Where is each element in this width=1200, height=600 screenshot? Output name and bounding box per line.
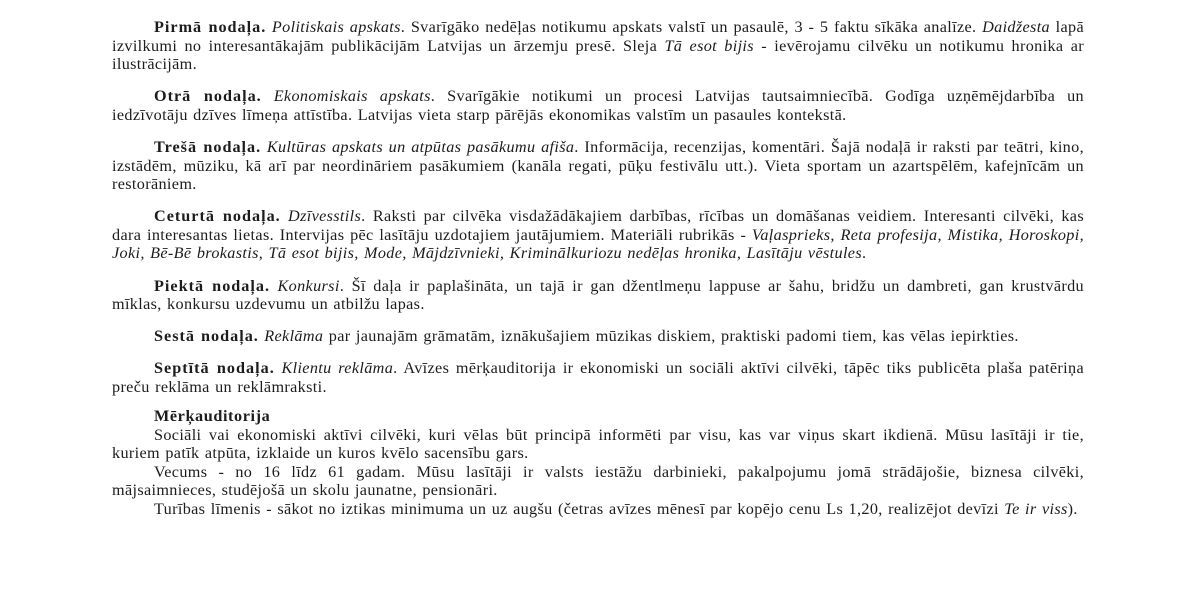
section-7 (112, 359, 1084, 396)
section-6 (112, 327, 1084, 346)
section-text: lapā izvilkumi no interesantākajām publikācijām Latvijas un ārzemju presē. Sleja (112, 18, 1085, 55)
section-heading: Piektā nodaļa. (154, 276, 271, 295)
section-text: - ievērojamu cilvēku un notikumu hronika ar ilustrācijām. (112, 36, 1085, 74)
section-heading: Ceturtā nodaļa. (154, 207, 281, 226)
audience-title: Mērķauditorija (154, 407, 271, 425)
section-subtitle: Reklāma (264, 327, 324, 346)
section-subtitle: Dzīvesstils (288, 207, 362, 226)
section-1 (112, 18, 1084, 74)
section-subtitle: Kultūras apskats un atpūtas pasākumu afiša (266, 137, 575, 156)
audience-income-text: Turības līmenis - sākot no iztikas minimuma un uz augšu (četras avīzes mēnesī par kopējo cenu Ls 1,20, realizējot devīzi (154, 499, 1005, 518)
section-text: . Raksti par cilvēka visdažādākajiem darbības, rīcības un domāšanas veidiem. Interesanti cilvēki, kas dara interesantas lietas. Intervijas pēc lasītāju uzdotajiem jautājumiem. Materiāli rubrikās - (112, 207, 1084, 244)
motto: Te ir viss (1004, 499, 1068, 518)
section-text: . Šī daļa ir paplašināta, un tajā ir gan džentlmeņu lappuse ar šahu, bridžu un dambreti, gan krustvārdu mīklas, konkursu uzdevumu un atbilžu lapas. (112, 276, 1084, 314)
section-subtitle: Ekonomiskais apskats (273, 87, 431, 106)
digest-term: Daidžesta (982, 18, 1050, 36)
audience-paragraph-1: Sociāli vai ekonomiski aktīvi cilvēki, kuri vēlas būt principā informēti par visu, kas var viņus skart ikdienā. Mūsu lasītāji ir tie, kuriem patīk atpūta, izklaide un kuros kvēlo sacensību gars. (112, 425, 1084, 463)
audience-paragraph-3 (112, 500, 1084, 519)
audience-paragraph-2: Vecums - no 16 līdz 61 gadam. Mūsu lasītāji ir valsts iestāžu darbinieki, pakalpojumu jomā strādājošie, biznesa cilvēki, mājsaimnieces, studējošā un skolu jaunatne, pensionāri. (112, 462, 1084, 500)
column-name: Tā esot bijis (664, 36, 754, 55)
section-text: par jaunajām grāmatām, iznākušajiem mūzikas diskiem, praktiski padomi tiem, kas vēlas iepirkties. (323, 327, 1019, 346)
section-heading: Otrā nodaļa. (154, 87, 262, 106)
section-4 (112, 207, 1084, 263)
section-5 (112, 277, 1084, 314)
section-heading: Septītā nodaļa. (154, 359, 275, 378)
section-2 (112, 87, 1084, 124)
section-3 (112, 138, 1084, 194)
audience-income-end: ). (1067, 499, 1078, 518)
section-heading: Trešā nodaļa. (154, 137, 262, 156)
section-text: . Avīzes mērķauditorija ir ekonomiski un sociāli aktīvi cilvēki, tāpēc tiks publicēta plaša patēriņa preču reklāma un reklāmraksti. (112, 359, 1084, 396)
section-text: . (861, 244, 867, 263)
section-text: . Svarīgākie notikumi un procesi Latvijas tautsaimniecībā. Godīga uzņēmējdarbība un iedzīvotāju dzīves līmeņa attīstība. Latvijas vieta starp pārējās ekonomikas valstīm un pasaules kontekstā. (112, 87, 1084, 124)
rubric-list: Vaļasprieks, Reta profesija, Mistika, Horoskopi, Joki, Bē-Bē brokastis, Tā esot bijis, Mode, Mājdzīvnieki, Kriminālkuriozu nedēļas hronika, Lasītāju vēstules (112, 225, 1084, 263)
section-heading: Sestā nodaļa. (154, 327, 259, 346)
section-text: . Svarīgāko nedēļas notikumu apskats valstī un pasaulē, 3 - 5 faktu sīkāka analīze. (400, 18, 983, 36)
section-subtitle: Politiskais apskats (271, 18, 401, 36)
section-text: . Informācija, recenzijas, komentāri. Šajā nodaļā ir raksti par teātri, kino, izstādēm, mūziku, kā arī par neordināriem pasākumiem (kanāla regati, pūķu festivālu utt.). Vieta sportam un azartspēlēm, kafejnīcām un restorāniem. (112, 137, 1084, 194)
section-heading: Pirmā nodaļa. (154, 18, 267, 36)
section-subtitle: Klientu reklāma (281, 359, 394, 378)
document-page (112, 18, 1084, 519)
section-subtitle: Konkursi (277, 276, 340, 295)
